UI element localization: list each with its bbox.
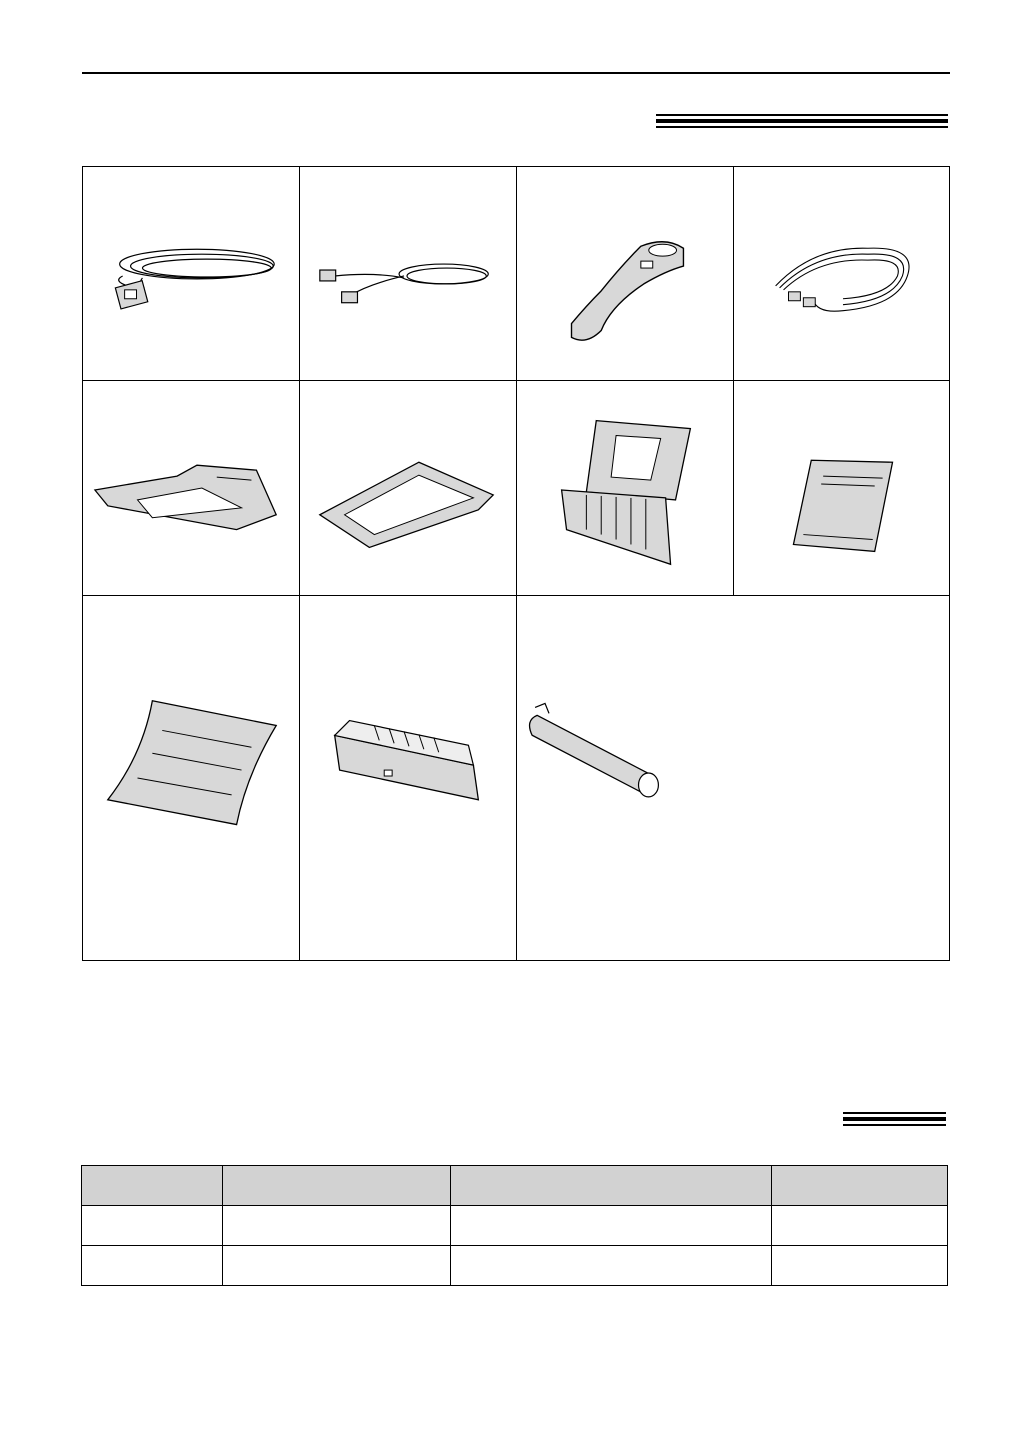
table-cell — [451, 1246, 772, 1286]
booklet-icon — [734, 381, 949, 595]
cell-handset — [516, 166, 734, 381]
cell-operating-instructions — [733, 380, 950, 596]
film-roll-icon — [517, 596, 949, 960]
table-cell — [82, 1206, 223, 1246]
table-cell — [223, 1246, 451, 1286]
cell-quick-start-sheet — [82, 595, 300, 961]
table-header-row — [82, 1166, 948, 1206]
cell-document-tray — [82, 380, 300, 596]
section-heading-parts — [843, 1112, 946, 1126]
document-tray-icon — [83, 381, 299, 595]
table-cell — [451, 1206, 772, 1246]
parts-table — [81, 1165, 948, 1286]
table-cell — [772, 1246, 948, 1286]
table-row — [82, 1246, 948, 1286]
telephone-line-cord-icon — [300, 167, 516, 380]
table-header-cell — [772, 1166, 948, 1206]
cartridge-icon — [300, 596, 516, 960]
table-header-cell — [223, 1166, 451, 1206]
section-heading-accessories — [656, 114, 948, 128]
handset-icon — [517, 167, 733, 380]
table-row — [82, 1206, 948, 1246]
table-cell — [223, 1206, 451, 1246]
cell-telephone-line-cord — [299, 166, 517, 381]
coiled-cord-icon — [734, 167, 949, 380]
cell-ink-film-cartridge — [299, 595, 517, 961]
cell-paper-tray — [516, 380, 734, 596]
power-cord-icon — [83, 167, 299, 380]
paper-tray-icon — [517, 381, 733, 595]
table-header-cell — [451, 1166, 772, 1206]
cell-power-cord — [82, 166, 300, 381]
table-header-cell — [82, 1166, 223, 1206]
table-cell — [82, 1246, 223, 1286]
paper-guide-icon — [300, 381, 516, 595]
cell-paper-guide — [299, 380, 517, 596]
cell-handset-cord — [733, 166, 950, 381]
sheet-icon — [83, 596, 299, 960]
top-rule — [82, 72, 950, 74]
cell-film-roll — [516, 595, 950, 961]
table-cell — [772, 1206, 948, 1246]
accessories-grid — [82, 166, 950, 961]
